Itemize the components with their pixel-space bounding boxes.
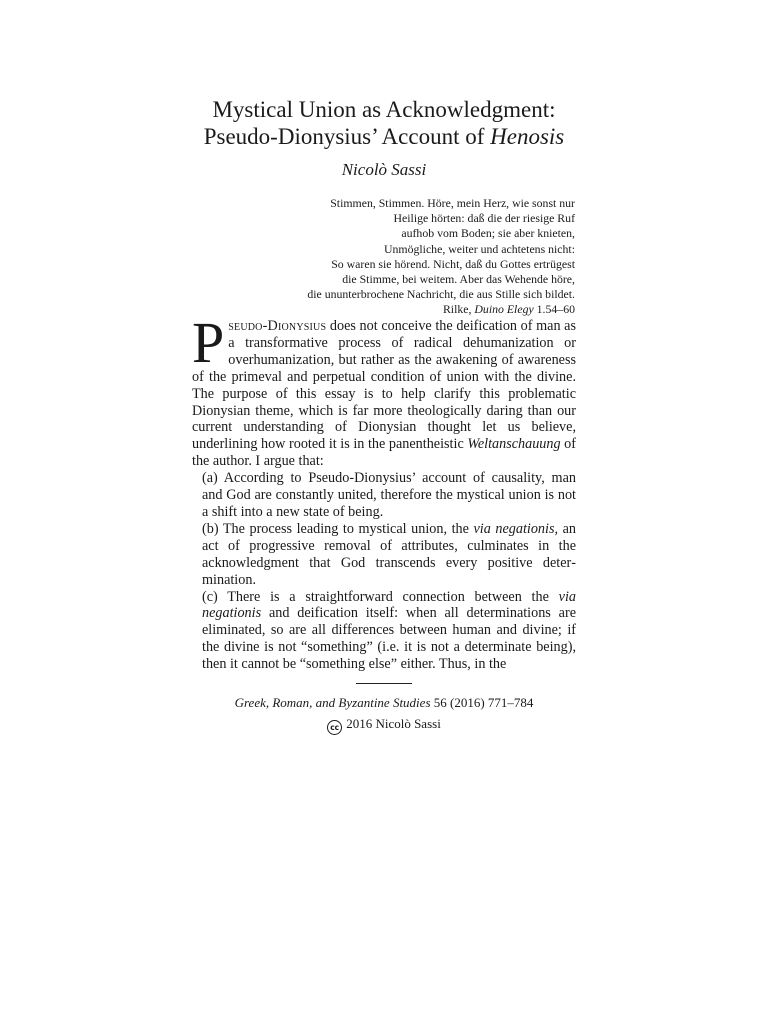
- intro-paragraph: [192, 310, 576, 470]
- item-c-text-2: and deification itself: when all determinations are eliminated, so are all differences between human and divine; if the divine is not “something” (i.e. it is not a determinate being), then it cannot be “something else” either. Thus, in the: [202, 605, 576, 673]
- epigraph-line: die ununterbrochene Nachricht, die aus Stille sich bildet.: [307, 287, 575, 302]
- epigraph-line: So waren sie hörend. Nicht, daß du Gottes ertrügest: [331, 256, 575, 271]
- attribution-work: Duino Elegy: [474, 302, 534, 317]
- item-b-italic: via negationis,: [473, 520, 559, 537]
- intro-text-1: does not conceive the deification of man as a transformative process of radical dehumanization or overhumanization, but rather as the awakening of awareness of the primeval and perpetual condition of union with the divine. The purpose of this essay is to help clarify this problematic Dionysian theme, which is far more theologically daring than our current understanding of Dionysian thought let us believe, underlining how rooted it is in the panentheistic: [192, 318, 576, 453]
- epigraph-line: die Stimme, bei weitem. Aber das Wehende höre,: [342, 272, 575, 287]
- item-b-text-1: (b) The process leading to mystical union, the: [202, 520, 474, 537]
- epigraph-line: Unmögliche, weiter und achtetens nicht:: [384, 241, 575, 256]
- drop-cap: P: [192, 310, 225, 375]
- title-line-1: Mystical Union as Acknowledgment:: [212, 97, 556, 122]
- copyright-line: [0, 715, 768, 735]
- title-line-2-text: Pseudo-Dionysius’ Account of: [203, 124, 491, 149]
- copyright-text: 2016 Nicolò Sassi: [346, 716, 441, 731]
- title-line-2: [204, 124, 565, 149]
- smallcaps-name: seudo-Dionysius: [228, 318, 327, 334]
- epigraph-line: Stimmen, Stimmen. Höre, mein Herz, wie sonst nur: [330, 196, 575, 210]
- creative-commons-icon: cc: [327, 720, 342, 735]
- epigraph-line: Heilige hörten: daß die der riesige Ruf: [393, 211, 575, 226]
- item-b-text-2: an act of progressive removal of attributes, culminates in the acknowledgment that God transcends every positive determination.: [202, 520, 576, 588]
- argument-item-a: (a) According to Pseudo-Dionysius’ account of causality, man and God are constantly united, therefore the mystical union is not a shift into a new state of being.: [202, 470, 576, 520]
- article-body: [192, 310, 576, 673]
- author-name: Nicolò Sassi: [341, 160, 427, 179]
- footer-rule: [356, 683, 412, 684]
- item-c-text-1: (c) There is a straightforward connection between the: [202, 588, 559, 605]
- footer: [0, 683, 768, 735]
- article-title: [0, 96, 768, 150]
- intro-text-2: of the author. I argue that:: [192, 436, 576, 470]
- attribution-ref: 1.54–60: [533, 302, 575, 317]
- epigraph-line: aufhob vom Boden; sie aber knieten,: [401, 226, 575, 241]
- item-c-italic: via negationis: [202, 588, 576, 622]
- epigraph-attribution: [215, 302, 575, 317]
- journal-citation: [0, 694, 768, 712]
- journal-volume: 56 (2016) 771–784: [430, 695, 534, 710]
- attribution-prefix: Rilke,: [442, 302, 475, 317]
- title-italic-term: Henosis: [490, 124, 565, 149]
- argument-item-b: [192, 521, 576, 589]
- intro-italic-term: Weltanschauung: [467, 436, 561, 453]
- argument-item-c: [192, 589, 576, 674]
- epigraph: [215, 196, 575, 318]
- journal-name: Greek, Roman, and Byzantine Studies: [234, 695, 431, 710]
